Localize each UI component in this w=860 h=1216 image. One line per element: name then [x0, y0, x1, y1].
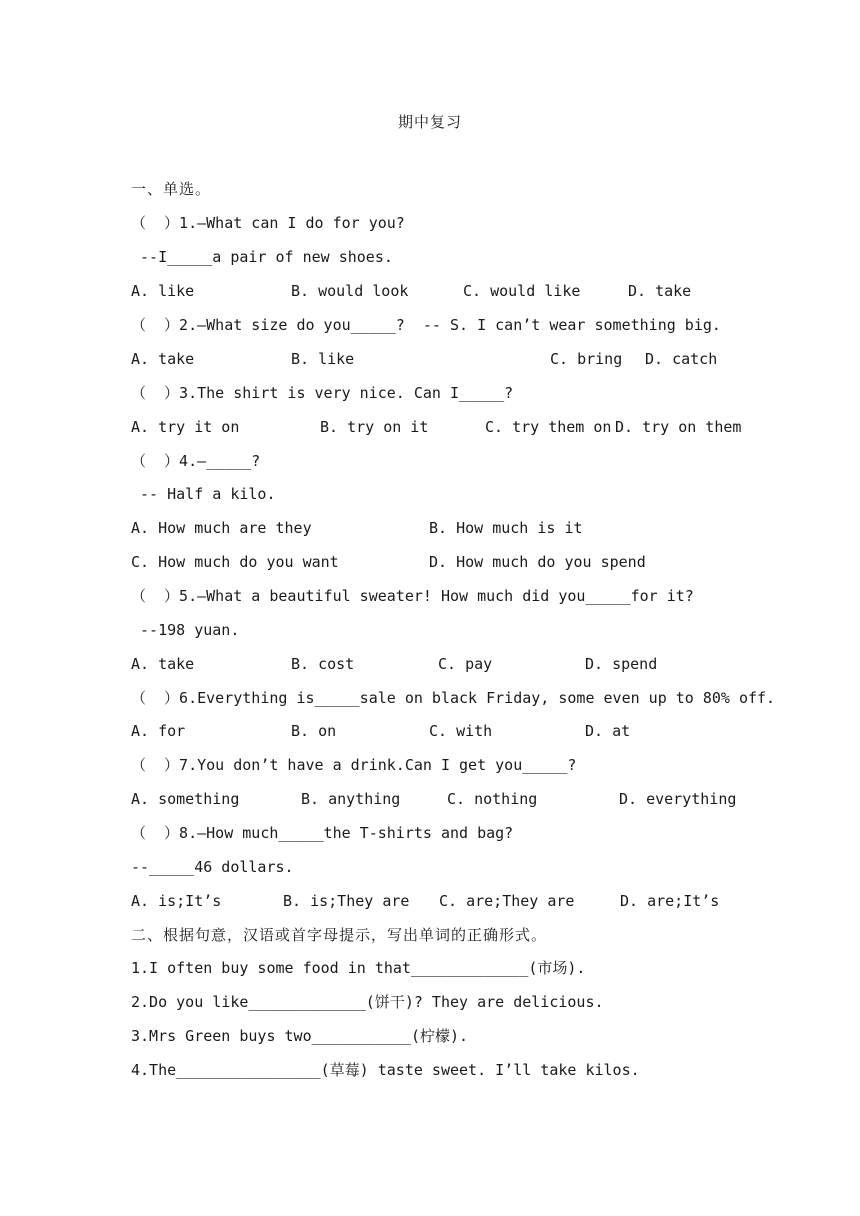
question-4-options-row-1 [131, 518, 771, 538]
option-b: B. How much is it [429, 519, 583, 537]
question-1-line-1: （ ）1.—What can I do for you? [131, 214, 405, 232]
question-7-line-1: （ ）7.You don’t have a drink.Can I get you_____? [131, 756, 577, 774]
question-6-options [131, 721, 771, 741]
question-6-line-1: （ ）6.Everything is_____sale on black Friday, some even up to 80% off. [131, 689, 776, 707]
question-8-line-1: （ ）8.—How much_____the T-shirts and bag? [131, 824, 514, 842]
option-b: B. cost [291, 655, 355, 673]
option-d: D. at [585, 722, 631, 740]
option-d: D. everything [619, 790, 737, 808]
fill-in-item-4: 4.The________________(草莓) taste sweet. I’ll take kilos. [131, 1061, 640, 1079]
page-title: 期中复习 [397, 113, 462, 131]
question-2-line-1: （ ）2.—What size do you_____? -- S. I can’t wear something big. [131, 316, 721, 334]
option-b: B. is;They are [283, 892, 410, 910]
option-b: B. would look [291, 282, 409, 300]
section-heading-fill-in: 二、根据句意，汉语或首字母提示，写出单词的正确形式。 [131, 926, 548, 944]
option-c: C. How much do you want [131, 553, 339, 571]
option-d: D. try on them [615, 418, 742, 436]
option-b: B. try on it [320, 418, 429, 436]
option-a: A. like [131, 282, 195, 300]
question-4-line-1: （ ）4.—_____? [131, 452, 261, 470]
option-c: C. bring [550, 350, 623, 368]
option-d: D. spend [585, 655, 658, 673]
option-c: C. nothing [447, 790, 538, 808]
question-1-line-2: --I_____a pair of new shoes. [131, 248, 393, 266]
option-d: D. take [628, 282, 692, 300]
option-d: D. are;It’s [620, 892, 720, 910]
option-d: D. How much do you spend [429, 553, 646, 571]
fill-in-item-2: 2.Do you like_____________(饼干)? They are delicious. [131, 993, 604, 1011]
question-4-line-2: -- Half a kilo. [131, 485, 276, 503]
question-5-line-1: （ ）5.—What a beautiful sweater! How much did you_____for it? [131, 587, 694, 605]
option-c: C. try them on [485, 418, 612, 436]
option-a: A. for [131, 722, 186, 740]
question-2-options [131, 349, 771, 369]
question-7-options [131, 789, 771, 809]
option-c: C. with [429, 722, 493, 740]
option-a: A. How much are they [131, 519, 312, 537]
question-3-options [131, 417, 771, 437]
option-b: B. anything [301, 790, 401, 808]
option-a: A. take [131, 655, 195, 673]
fill-in-item-1: 1.I often buy some food in that_____________(市场). [131, 959, 586, 977]
option-a: A. take [131, 350, 195, 368]
section-heading-multiple-choice: 一、单选。 [131, 180, 212, 198]
question-5-options [131, 654, 771, 674]
question-1-options [131, 281, 771, 301]
question-4-options-row-2 [131, 552, 771, 572]
option-c: C. are;They are [439, 892, 575, 910]
option-c: C. would like [463, 282, 581, 300]
option-a: A. try it on [131, 418, 240, 436]
option-b: B. on [291, 722, 337, 740]
option-c: C. pay [438, 655, 493, 673]
option-b: B. like [291, 350, 355, 368]
option-a: A. is;It’s [131, 892, 222, 910]
question-5-line-2: --198 yuan. [131, 621, 240, 639]
option-d: D. catch [645, 350, 718, 368]
option-a: A. something [131, 790, 240, 808]
fill-in-item-3: 3.Mrs Green buys two___________(柠檬). [131, 1027, 469, 1045]
question-8-line-2: --_____46 dollars. [131, 858, 294, 876]
question-8-options [131, 891, 771, 911]
question-3-line-1: （ ）3.The shirt is very nice. Can I_____? [131, 384, 514, 402]
